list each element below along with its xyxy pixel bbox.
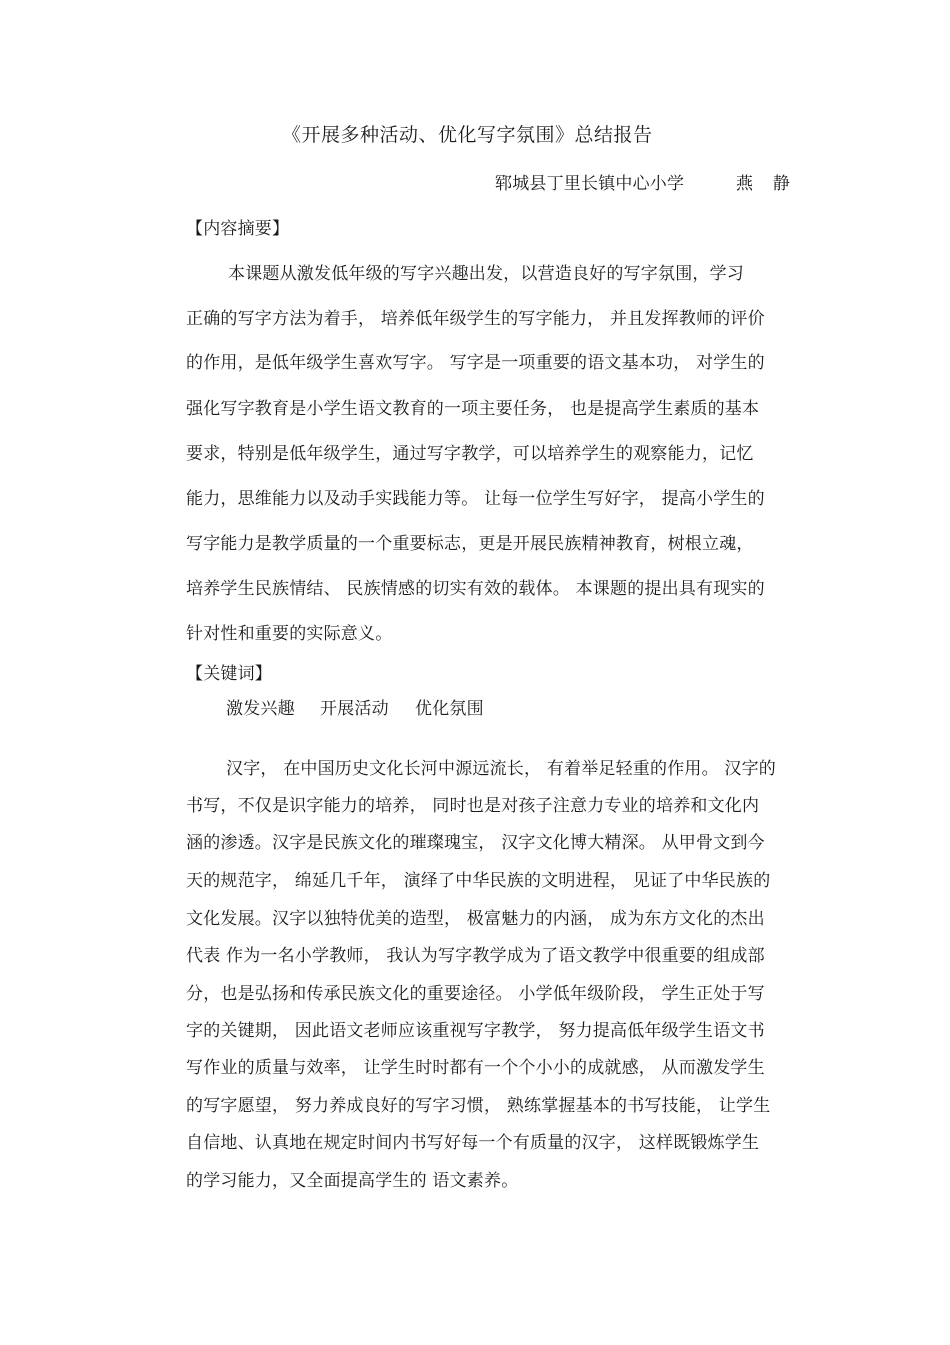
body-line: 汉字， 在中国历史文化长河中源远流长， 有着举足轻重的作用。 汉字的 bbox=[226, 759, 777, 779]
abstract-line: 针对性和重要的实际意义。 bbox=[186, 624, 393, 644]
body-line: 的学习能力，又全面提高学生的 语文素养。 bbox=[186, 1171, 519, 1191]
body-line: 代表 作为一名小学教师， 我认为写字教学成为了语文教学中很重要的组成部 bbox=[186, 946, 765, 966]
document-title: 《开展多种活动、优化写字氛围》总结报告 bbox=[282, 124, 653, 146]
body-line: 文化发展。汉字以独特优美的造型， 极富魅力的内涵， 成为东方文化的杰出 bbox=[186, 909, 765, 929]
abstract-line: 写字能力是教学质量的一个重要标志，更是开展民族精神教育，树根立魂， bbox=[186, 534, 754, 554]
body-line: 分，也是弘扬和传承民族文化的重要途径。 小学低年级阶段， 学生正处于写 bbox=[186, 984, 765, 1004]
body-line: 天的规范字， 绵延几千年， 演绎了中华民族的文明进程， 见证了中华民族的 bbox=[186, 871, 771, 891]
abstract-heading: 【内容摘要】 bbox=[186, 219, 290, 239]
abstract-line: 强化写字教育是小学生语文教育的一项主要任务， 也是提高学生素质的基本 bbox=[186, 399, 760, 419]
abstract-line: 要求，特别是低年级学生，通过写字教学，可以培养学生的观察能力，记忆 bbox=[186, 444, 754, 464]
abstract-line: 能力，思维能力以及动手实践能力等。 让每一位学生写好字， 提高小学生的 bbox=[186, 489, 765, 509]
body-line: 的写字愿望， 努力养成良好的写字习惯， 熟练掌握基本的书写技能， 让学生 bbox=[186, 1096, 771, 1116]
abstract-line: 培养学生民族情结、 民族情感的切实有效的载体。 本课题的提出具有现实的 bbox=[186, 579, 765, 599]
body-line: 书写，不仅是识字能力的培养， 同时也是对孩子注意力专业的培养和文化内 bbox=[186, 796, 760, 816]
keywords-heading: 【关键词】 bbox=[186, 664, 272, 684]
abstract-line: 的作用，是低年级学生喜欢写字。 写字是一项重要的语文基本功， 对学生的 bbox=[186, 353, 765, 373]
keyword: 优化氛围 bbox=[415, 699, 484, 719]
abstract-line: 正确的写字方法为着手， 培养低年级学生的写字能力， 并且发挥教师的评价 bbox=[186, 309, 765, 329]
body-line: 自信地、认真地在规定时间内书写好每一个有质量的汉字， 这样既锻炼学生 bbox=[186, 1133, 760, 1153]
author-name: 燕 静 bbox=[736, 174, 791, 194]
body-line: 涵的渗透。汉字是民族文化的璀璨瑰宝， 汉字文化博大精深。 从甲骨文到今 bbox=[186, 833, 765, 853]
body-line: 字的关键期， 因此语文老师应该重视写字教学， 努力提高低年级学生语文书 bbox=[186, 1021, 765, 1041]
keyword: 激发兴趣 bbox=[226, 699, 295, 719]
keyword: 开展活动 bbox=[320, 699, 389, 719]
abstract-line: 本课题从激发低年级的写字兴趣出发，以营造良好的写字氛围，学习 bbox=[228, 264, 744, 284]
body-line: 写作业的质量与效率， 让学生时时都有一个个小小的成就感， 从而激发学生 bbox=[186, 1058, 765, 1078]
school-affiliation: 郓城县丁里长镇中心小学 bbox=[495, 174, 685, 194]
